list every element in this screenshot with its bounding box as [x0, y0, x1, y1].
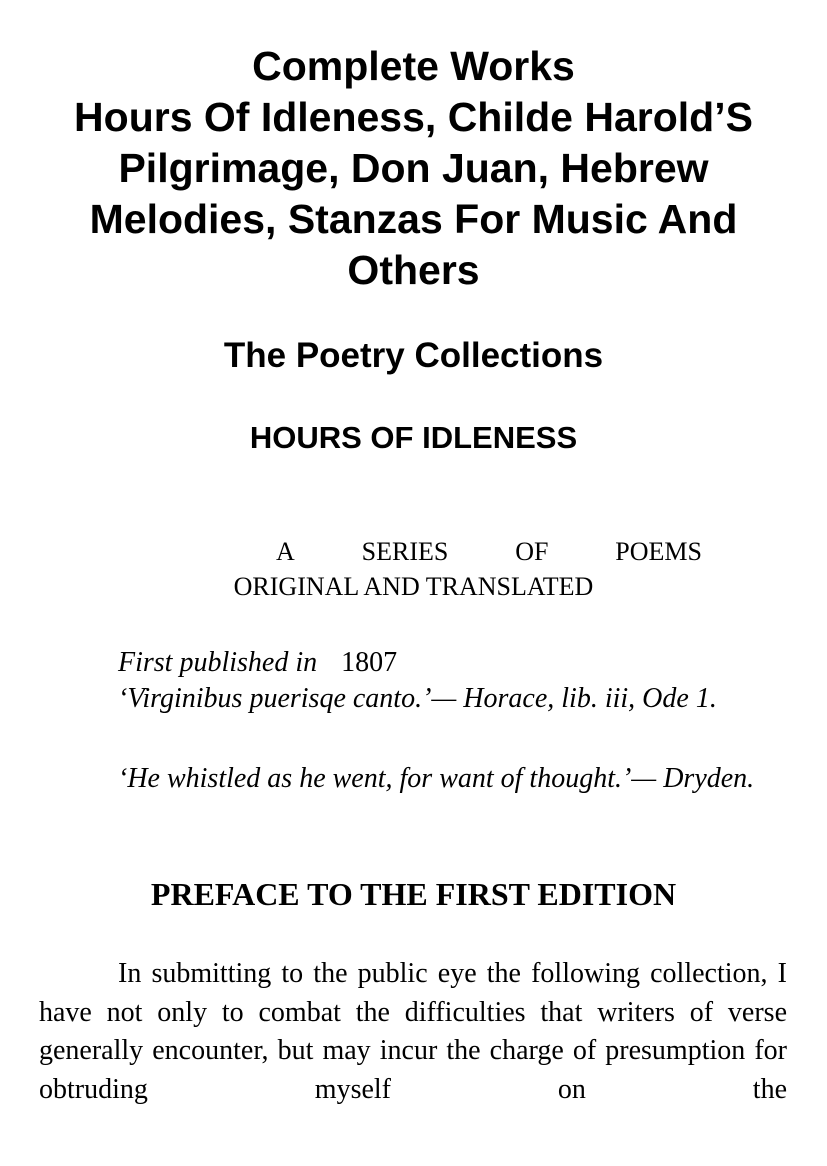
epigraph-horace: ‘Virginibus puerisqe canto.’— Horace, lib. iii, Ode 1. — [118, 683, 717, 714]
publication-line — [118, 645, 397, 681]
book-title-line: Hours Of Idleness, Childe Harold’S — [74, 94, 753, 140]
preface-heading: PREFACE TO THE FIRST EDITION — [150, 876, 677, 912]
subtitle-line-2: ORIGINAL AND TRANSLATED — [233, 572, 594, 601]
book-title-line: Melodies, Stanzas For Music And — [89, 196, 738, 242]
subtitle-line-1 — [276, 535, 702, 569]
book-title — [20, 41, 807, 296]
subtitle-word: POEMS — [615, 537, 702, 566]
book-title-line: Others — [347, 247, 480, 293]
subtitle-word: OF — [515, 537, 549, 566]
book-title-line: Pilgrimage, Don Juan, Hebrew — [118, 145, 709, 191]
collection-heading: The Poetry Collections — [223, 336, 604, 375]
section-heading: HOURS OF IDLENESS — [249, 420, 578, 455]
preface-body: In submitting to the public eye the following collection, I have not only to combat the difficulties that writers of verse generally encounter, but may incur the charge of presumption for obtruding myself on the — [39, 958, 787, 1105]
subtitle-word: SERIES — [361, 537, 449, 566]
publication-label: First published in — [118, 647, 318, 678]
subtitle-word: A — [276, 537, 295, 566]
book-title-line: Complete Works — [252, 43, 575, 89]
epigraph-dryden: ‘He whistled as he went, for want of thought.’— Dryden. — [118, 763, 755, 794]
publication-year: 1807 — [341, 647, 398, 678]
